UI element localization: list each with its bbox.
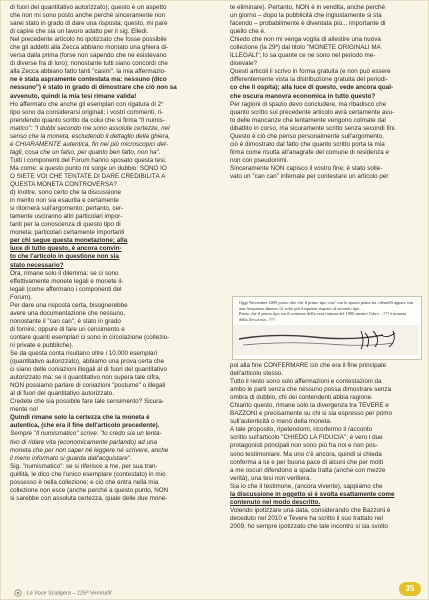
text-line: (quantitativo autorizzato), abbiamo una prova certa che <box>10 358 165 366</box>
text-line: Tutti i componenti del Forum hanno sposato questa tesi. <box>10 156 167 164</box>
text-line: il meno informato si guarda dall'acquistare". <box>10 454 132 462</box>
text-line: Ora, rimane solo il dilemma: se ci sono <box>10 269 119 277</box>
text-line: dibattito in corso, ma sicuramente scritto senza secondi fini. <box>230 124 397 132</box>
text-line: collezione non esce (anche perché a questo punto, NON <box>10 486 169 494</box>
text-line: O SIETE VOI CHE TENTATE DI DARE CREDIBILITÀ A <box>10 172 166 180</box>
text-line: ambo le parti senza che nessuno possa dimostrare senza <box>230 386 392 394</box>
text-line: Sempre "Il numismatico" scrive: "Io credo sia un tenta- <box>10 430 162 438</box>
text-line: Questi articoli li scrivo in forma gratuita (e non può essere <box>230 68 391 76</box>
text-line: Nel precedente articolo ho ipotizzato che fosse possibile <box>10 36 167 44</box>
text-line: sono testimoniare. Ma uno c'è ancora, quindi si chieda <box>230 450 382 458</box>
text-line: si sarebbe con assoluta certezza, quale delle due mone- <box>10 494 168 502</box>
text-line: Ho affermato che anche gli esemplari con rigatura di 2° <box>10 100 164 108</box>
text-line: Ma come: a questo punto mi sorge un dubbio: SONO IO <box>10 164 167 172</box>
text-line: to che l'articolo in questione non sia <box>10 253 119 261</box>
text-line: in merito non sia esaurita e certamente <box>10 197 119 205</box>
text-line: quillità, le dico che l'unico esemplare (contestato) in mio <box>10 470 166 478</box>
text-line: Sia io che il testimone, (ancora vivente), sappiamo che <box>230 482 383 490</box>
left-column <box>10 4 206 503</box>
text-line: di fuori del quantitativo autorizzato); questo è un aspetto <box>10 4 167 11</box>
right-column-top <box>230 4 420 181</box>
text-line: Tutto il resto sono solo affermazioni e contestazioni da <box>230 378 382 386</box>
text-line: te eliminare). Pertanto, NON è in vendita, anche perché <box>230 4 386 11</box>
text-line: si ritornerà sull'argomento; pertanto, cer- <box>10 205 124 213</box>
text-line: Volendo ipotizzare una data, considerando che Bazzoni è <box>230 506 391 514</box>
text-line: alla Zecca abbiano fatto tanti "casini", la mia affermazio- <box>10 68 167 76</box>
text-line: tipo sono da considerarsi originali; i vostri commenti, ri- <box>10 108 164 116</box>
text-line: deceduto nel 2010 e Tevere ha scritto il suo trattato nel <box>230 514 383 522</box>
text-line: Quindi rimane solo la certezza che la moneta è <box>10 414 150 422</box>
text-line: moneta; particolari certamente importanti <box>10 229 125 237</box>
text-line: poi alla fine CONFERMARE ciò che era il fine principale <box>230 362 387 369</box>
text-line: al di fuori del quantitativo autorizzato. <box>10 390 114 398</box>
magazine-logo-icon <box>14 589 22 597</box>
text-line: è CHIARAMENTE autentica, fin nei più microscopici det- <box>10 140 168 148</box>
text-line: nonostante il "can can", è stato in grado <box>10 317 121 325</box>
text-line: ni private e pubbliche). <box>10 341 74 349</box>
text-line: vato un "can can" infernale per contestare un articolo per <box>230 172 389 180</box>
text-line: NON possiamo parlare di coniazioni "postume" o illegali <box>10 382 166 390</box>
text-line: quanto scritto sul precedente articolo avrà certamente avu- <box>230 108 395 116</box>
text-line: a me oscuri difendono a spada tratta (anche con mezze <box>230 466 386 474</box>
handwritten-note-caption <box>239 300 415 322</box>
text-line: tamente usciranno altri particolari impor- <box>10 213 123 221</box>
text-line: autorizzato ma: se il quantitativo non supera tale cifra, <box>10 374 161 382</box>
text-line: ne è stata aspramente contestata ma: nessuno (dico <box>10 76 167 84</box>
text-line: scritto sull'articolo "CHIEDO LA FIDUCIA"; è vero i due <box>230 434 383 442</box>
text-line: moneta che per non saper né leggere né scrivere, anche <box>10 446 169 454</box>
text-line: conferma a lui e per buona pace di alcuni che per molti <box>230 458 383 466</box>
text-line: QUESTA MONETA CONTROVERSA? <box>10 181 117 189</box>
text-line: d) Inoltre, sono certo che la discussione <box>10 189 121 197</box>
text-line: ci siano delle coniazioni illegali al di fuori del quantitativo <box>10 366 167 374</box>
text-line: per chi segue questa monetazione; alla <box>10 237 128 245</box>
text-line: della Zecca ma...??? <box>239 316 275 322</box>
coin-edge-image <box>233 325 419 355</box>
text-line: to delle mancanze che lentamente vengono colmate dal <box>230 116 386 124</box>
text-line: dioevale? <box>230 60 257 68</box>
text-line: non con pseudonimi. <box>230 156 289 164</box>
text-line: 2009, ho sempre ipotizzato che tale incontro si sia svolto <box>230 522 388 530</box>
coin-edge-photo <box>232 296 422 360</box>
text-line: avvenuto, quindi la mia tesi rimane valida! <box>10 92 137 100</box>
text-line: Sig. "numismatico": se si riferisce a me, per sua tran- <box>10 462 158 470</box>
text-line: effettivamente monete legali e monete il- <box>10 277 124 285</box>
text-line: A tale proposito, ripetendomi, ricorfermo il racconto <box>230 426 373 434</box>
text-line: che non mi sono posto anche perché sinceramente non <box>10 12 166 20</box>
text-line: ombra di dubbio, chi dei contendenti abbia ragione. <box>230 394 373 402</box>
text-line: Oggi Novembre 2009 posso dire che il primo tipo cosi' con lo spazio piano tra i dentelli appare con <box>239 300 414 305</box>
text-line: BAZZONI e precisamente su chi si sia espresso per primo <box>230 410 393 418</box>
text-line: collezione (la 29ª) dal titolo "MONETE ORIGINALI MA <box>230 44 381 52</box>
text-line: senso che la moneta, escludendo il dettaglio della ghiera, <box>10 132 170 140</box>
text-line: che gli addetti alla Zecca abbiano montato una ghiera di- <box>10 44 169 52</box>
text-line: Chiarito questo, rimane solo la divergenza tra TEVERE e <box>230 402 389 410</box>
text-line: verità), una tesi non veritiera. <box>230 474 312 482</box>
text-line: sarei stato in grado di dare una risposta; questo, mi pare <box>10 20 168 28</box>
text-line: Forum). <box>10 293 33 301</box>
footer-title <box>14 589 111 597</box>
text-line: tivo di ridare vita (economicamente parlando) ad una <box>10 438 158 446</box>
text-line: tanti per la conoscenza di questo tipo di <box>10 221 121 229</box>
text-line: avere una documentazione che nessuno, <box>10 309 126 317</box>
text-line: Penso che il primo tipo sia il contorno della vera tiratura del 1906 mentre l'altro ...??? è moneta <box>239 311 407 317</box>
text-line: luce di tutto questo, è ancora convin- <box>10 245 122 253</box>
page-number-badge <box>399 582 421 596</box>
text-line: nessuno") è stato in grado di dimostrare che ciò non sa <box>10 84 177 92</box>
text-line: ILLEGALI"; lo sa quante ce ne sono nel periodo me- <box>230 52 376 60</box>
text-line: Sinceramente NON capisco il vostro fine; è stato solle- <box>230 164 383 172</box>
text-line: contenuto nel modo descritto. <box>230 498 321 506</box>
text-line: contare quanti esemplari ci sono in circolazione (collezio- <box>10 333 170 341</box>
right-column-bottom <box>230 362 420 531</box>
text-line: che oscura manovra economica in tutto questo? <box>230 92 376 100</box>
text-line: quello che è. <box>230 28 266 36</box>
text-line: prendendo quanto scritto da colui che si firma "Il numis- <box>10 116 165 124</box>
text-line: Credete che sia possibile fare tale censimento? Sicura- <box>10 398 165 406</box>
text-line: di fornire; oppure di fare un censimento e <box>10 325 125 333</box>
text-line: ciò è dimostrato dal fatto che quanto scritto porta la mia <box>230 140 385 148</box>
text-line: Questo è ciò che penso personalmente sull'argomento, <box>230 132 384 140</box>
text-line: una frequenza almeno 12 volte più frequente rispetto al secondo tipo. <box>239 305 361 311</box>
text-line: co che li ospita); alla luce di questo, vede ancora qual- <box>230 84 394 92</box>
text-line: un giorno – dopo la pubblicità che ingiustamente si sta <box>230 12 382 20</box>
text-line: Per dare una risposta certa, bisognerebbe <box>10 301 128 309</box>
text-line: mente no! <box>10 406 39 414</box>
text-line: stato necessario? <box>10 261 64 269</box>
text-line: matico": "I dubbi secondo me sono assolute certezze, nel <box>10 124 170 132</box>
text-line: di diverse fra di loro); nonostante tutti siano concordi che <box>10 60 168 68</box>
footer-title-text: La Voce Scaligera – 126ª Veronafil <box>26 590 112 597</box>
text-line: autentica, (che era il fine dell'articolo precedente). <box>10 422 160 430</box>
text-line: protagonisti principali non sono più fra noi e non pos- <box>230 442 378 450</box>
text-line: la discussione in oggetto si è svolta esattamente come <box>230 490 395 498</box>
text-line: Per ragioni di spazio devo concludere, ma ribadisco che <box>230 100 387 108</box>
text-line: sull'autenticità o meno della moneta. <box>230 418 332 426</box>
page-number: 35 <box>405 584 415 593</box>
text-line: differentemente vista la distribuzione gratuita del periodi- <box>230 76 388 84</box>
text-line: Se da questa conta risultano oltre i 10.000 esemplari <box>10 350 158 358</box>
text-line: di capire che sia un lavoro adatto per il sig. Elledi. <box>10 28 149 36</box>
text-line: tagli, cosa che un falso, per quanto ben fatto, non ha". <box>10 148 161 156</box>
text-line: dell'articolo stesso. <box>230 370 284 378</box>
text-line: facendo – probabilmente è diventata più... importante di <box>230 20 386 28</box>
text-line: firma come risulta all'anagrafe del comune di residenza e <box>230 148 390 156</box>
text-line: versa dalla prima (forse non sapendo che ne esistevano <box>10 52 167 60</box>
text-line: Chiedo che non mi venga voglia di allestire una nuova <box>230 36 381 44</box>
text-line: legali (come affermano i componenti del <box>10 285 122 293</box>
text-line: possesso è nella collezione; e ciò che entra nella mia <box>10 478 159 486</box>
